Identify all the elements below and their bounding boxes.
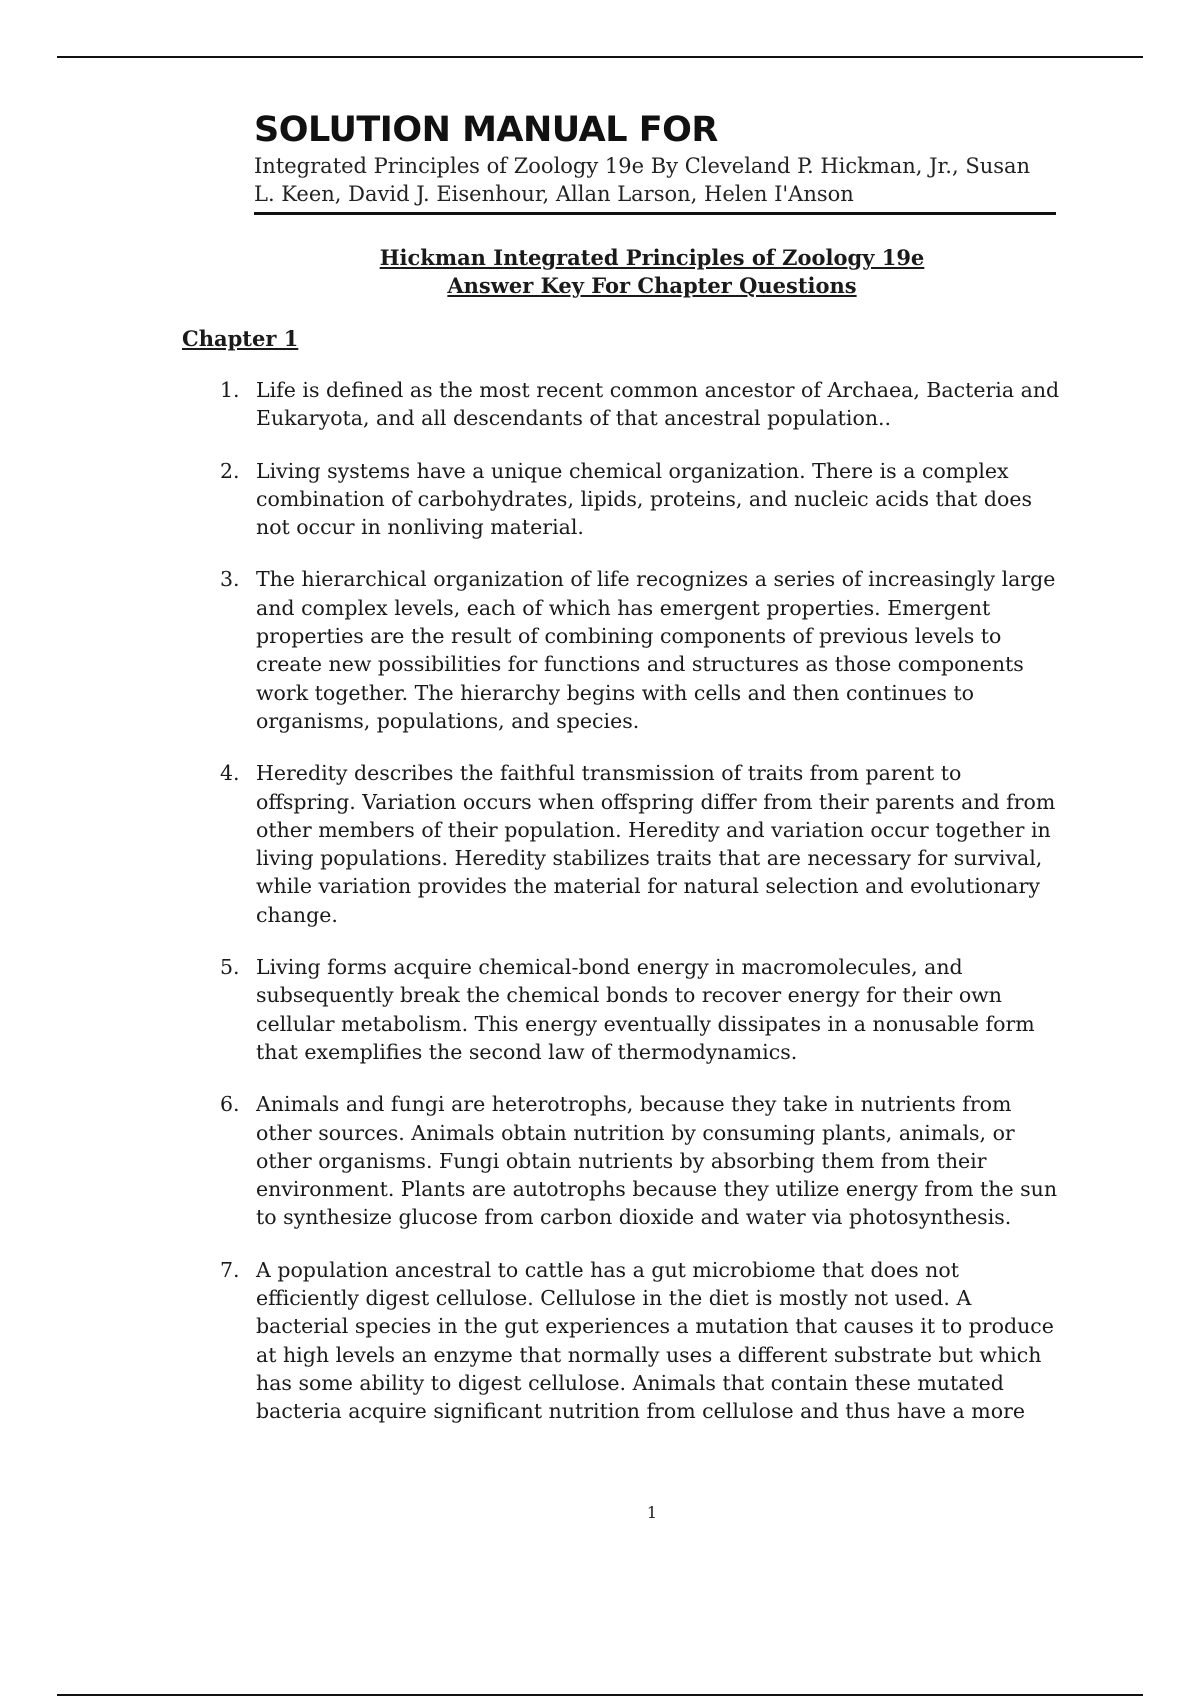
answer-text: Life is defined as the most recent common ancestor of Archaea, Bacteria and Eukaryota, and all descendants of that ancestral population..	[256, 378, 1060, 431]
answer-text: A population ancestral to cattle has a gut microbiome that does not efficiently digest cellulose. Cellulose in the diet is mostly not used. A bacterial species in the gut experiences a mutation that causes it to produce at high levels an enzyme that normally uses a different substrate but which has some ability to digest cellulose. Animals that contain these mutated bacteria acquire significant nutrition from cellulose and thus have a more	[256, 1257, 1054, 1424]
answer-text: Living systems have a unique chemical organization. There is a complex combination of carbohydrates, lipids, proteins, and nucleic acids that does not occur in nonliving material.	[256, 458, 1033, 540]
top-rule	[57, 56, 1143, 58]
document-subtitle: Integrated Principles of Zoology 19e By Cleveland P. Hickman, Jr., Susan L. Keen, David J. Eisenhour, Allan Larson, Helen I'Anson	[254, 152, 1056, 215]
answer-item	[220, 759, 1064, 929]
answer-number: 5.	[220, 955, 240, 980]
answer-number: 3.	[220, 567, 240, 592]
answer-number: 1.	[220, 378, 240, 402]
answer-number: 6.	[220, 1092, 240, 1117]
answer-number: 2.	[220, 458, 240, 483]
page-number: 1	[646, 1503, 658, 1522]
answer-item	[220, 953, 1064, 1066]
answer-item	[220, 1090, 1064, 1231]
answer-text: The hierarchical organization of life recognizes a series of increasingly large and complex levels, each of which has emergent properties. Emergent properties are the result of combining components of previous levels to create new possibilities for functions and structures as those components work together. The hierarchy begins with cells and then continues to organisms, populations, and species.	[256, 567, 1056, 733]
answer-list	[220, 376, 1064, 1450]
answer-number: 4.	[220, 761, 240, 786]
bottom-rule	[57, 1694, 1143, 1696]
answer-key-heading	[0, 244, 1200, 300]
answer-item	[220, 1256, 1064, 1426]
document-header	[254, 110, 1056, 215]
document-title: SOLUTION MANUAL FOR	[254, 110, 718, 150]
answer-item	[220, 376, 1064, 433]
answer-number: 7.	[220, 1257, 240, 1282]
heading-book-title: Hickman Integrated Principles of Zoology 19e	[379, 245, 925, 270]
answer-item	[220, 457, 1064, 542]
answer-text: Heredity describes the faithful transmission of traits from parent to offspring. Variation occurs when offspring differ from their parents and from other members of their population. Heredity and variation occur together in living populations. Heredity stabilizes traits that are necessary for survival, while variation provides the material for natural selection and evolutionary change.	[256, 761, 1056, 927]
chapter-heading: Chapter 1	[182, 326, 299, 351]
answer-text: Living forms acquire chemical-bond energy in macromolecules, and subsequently break the chemical bonds to recover energy for their own cellular metabolism. This energy eventually dissipates in a nonusable form that exemplifies the second law of thermodynamics.	[256, 955, 1035, 1064]
answer-text: Animals and fungi are heterotrophs, because they take in nutrients from other sources. Animals obtain nutrition by consuming plants, animals, or other organisms. Fungi obtain nutrients by absorbing them from their environment. Plants are autotrophs because they utilize energy from the sun to synthesize glucose from carbon dioxide and water via photosynthesis.	[256, 1092, 1058, 1230]
heading-answer-key: Answer Key For Chapter Questions	[447, 273, 857, 298]
answer-item	[220, 565, 1064, 735]
